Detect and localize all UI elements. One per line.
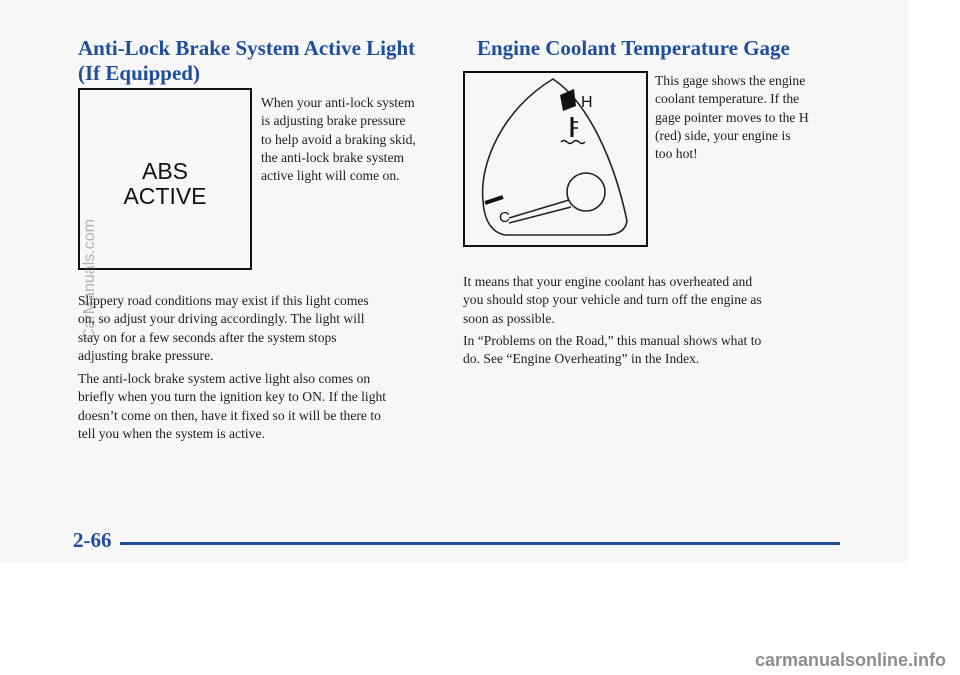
abs-paragraph-2-line: The anti-lock brake system active light also comes on [78, 371, 371, 386]
coolant-paragraph-2 [463, 332, 853, 369]
abs-paragraph-2-line: tell you when the system is active. [78, 425, 265, 441]
abs-paragraph-1 [78, 292, 458, 365]
abs-paragraph-1-line: on, so adjust your driving accordingly. The light will [78, 311, 365, 327]
abs-paragraph-1-line: Slippery road conditions may exist if this light comes [78, 293, 369, 308]
gage-pivot [567, 173, 605, 211]
coolant-paragraph-1-line: you should stop your vehicle and turn off the engine as [463, 292, 762, 308]
coolant-intro-text [655, 72, 860, 163]
coolant-heading: Engine Coolant Temperature Gage [477, 36, 790, 60]
gage-cold-label: C [499, 209, 510, 226]
abs-paragraph-1-line: adjusting brake pressure. [78, 347, 214, 363]
abs-heading-line2: (If Equipped) [78, 61, 200, 85]
coolant-thermometer-icon [561, 117, 585, 144]
coolant-intro-line: This gage shows the engine [655, 73, 806, 88]
abs-indicator-line1: ABS [141, 158, 189, 184]
coolant-paragraph-1-line: It means that your engine coolant has overheated and [463, 274, 753, 289]
abs-paragraph-2 [78, 370, 458, 443]
abs-paragraph-2-line: briefly when you turn the ignition key to ON. If the light [78, 389, 387, 405]
abs-intro-line: active light will come on. [261, 168, 400, 184]
gage-hot-label: H [581, 94, 593, 111]
coolant-intro-line: gage pointer moves to the H [655, 109, 809, 125]
abs-active-indicator-illustration [78, 88, 252, 270]
coolant-intro-line: too hot! [655, 146, 698, 162]
abs-paragraph-1-line: stay on for a few seconds after the system stops [78, 329, 337, 345]
bottom-watermark: carmanualsonline.info [754, 650, 946, 670]
footer-rule [120, 542, 840, 545]
abs-indicator-line2: ACTIVE [123, 183, 207, 209]
abs-intro-line: When your anti-lock system [261, 95, 415, 110]
abs-heading-line1: Anti-Lock Brake System Active Light [78, 36, 416, 60]
abs-intro-line: the anti-lock brake system [261, 149, 405, 165]
coolant-paragraph-2-line: do. See “Engine Overheating” in the Index. [463, 351, 700, 367]
coolant-paragraph-1 [463, 273, 853, 328]
abs-heading [78, 36, 415, 86]
abs-paragraph-2-line: doesn’t come on then, have it fixed so it will be there to [78, 407, 381, 423]
cold-marker [485, 197, 503, 203]
hot-marker [560, 89, 576, 111]
coolant-gage-drawing [465, 73, 646, 245]
coolant-gage-illustration [463, 71, 648, 247]
coolant-paragraph-2-line: In “Problems on the Road,” this manual shows what to [463, 333, 762, 348]
coolant-paragraph-1-line: soon as possible. [463, 310, 555, 326]
coolant-intro-line: coolant temperature. If the [655, 91, 800, 107]
side-watermark-text: CarManuals.com [81, 219, 98, 340]
abs-intro-text [261, 94, 461, 185]
page-number: 2-66 [73, 528, 112, 552]
coolant-intro-line: (red) side, your engine is [655, 127, 791, 143]
abs-intro-line: is adjusting brake pressure [261, 113, 406, 129]
abs-intro-line: to help avoid a braking skid, [261, 131, 416, 147]
